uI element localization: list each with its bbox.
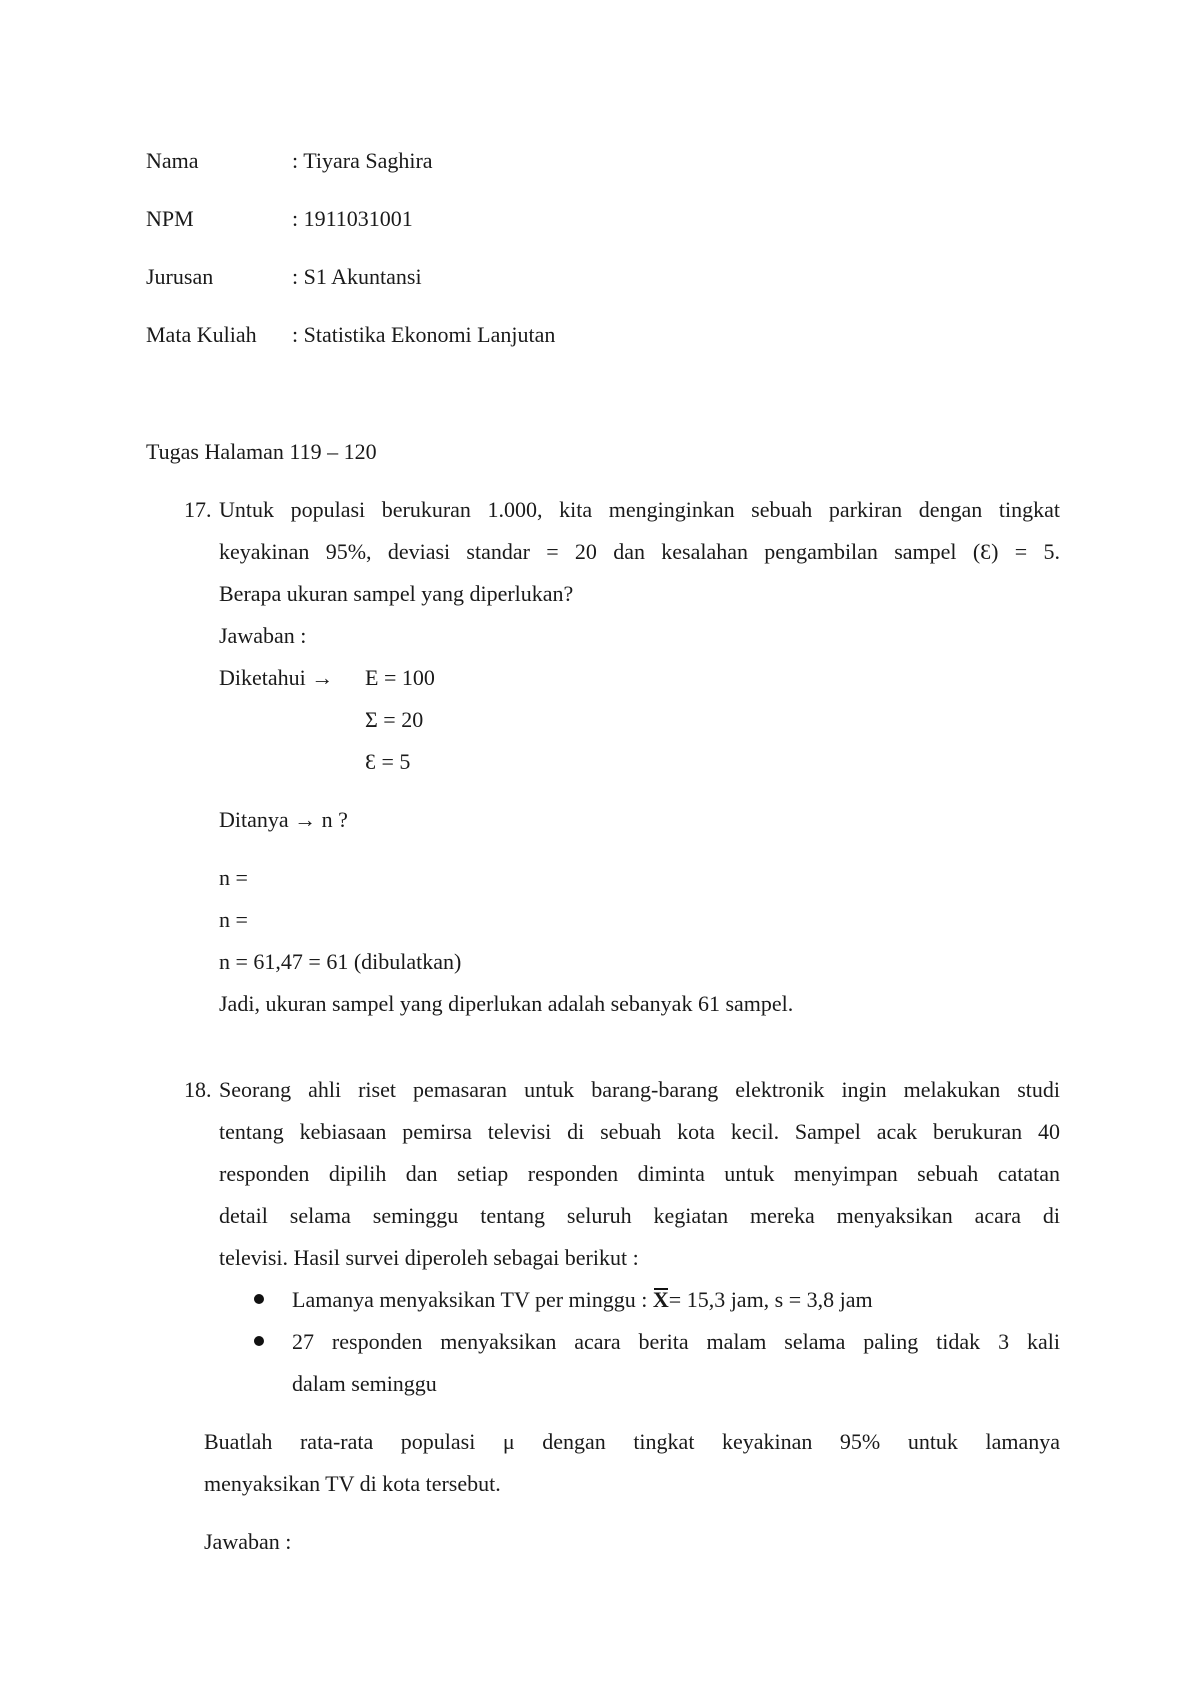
matkul-value: : Statistika Ekonomi Lanjutan xyxy=(292,322,556,347)
q17-jawaban: Jawaban : xyxy=(219,623,307,648)
q17-result: n = 61,47 = 61 (dibulatkan) xyxy=(219,949,462,974)
npm-value: : 1911031001 xyxy=(292,206,413,231)
nama-label: Nama xyxy=(146,148,199,173)
x-bar-symbol: X xyxy=(652,1287,669,1312)
nama-value: : Tiyara Saghira xyxy=(292,148,433,173)
q17-text-line-1: Untuk populasi berukuran 1.000, kita menginginkan sebuah parkiran dengan tingkat xyxy=(219,497,1060,522)
q17-given-e: E = 100 xyxy=(365,665,435,690)
q18-text-line-2: tentang kebiasaan pemirsa televisi di sebuah kota kecil. Sampel acak berukuran 40 xyxy=(219,1119,1060,1144)
jurusan-value: : S1 Akuntansi xyxy=(292,264,422,289)
task-title: Tugas Halaman 119 – 120 xyxy=(146,439,377,464)
q17-conclusion: Jadi, ukuran sampel yang diperlukan adalah sebanyak 61 sampel. xyxy=(219,991,794,1016)
q18-instruction-line-1: Buatlah rata-rata populasi μ dengan tingkat keyakinan 95% untuk lamanya xyxy=(204,1429,1060,1454)
q17-diketahui: Diketahui → xyxy=(219,665,334,690)
q18-bullet-1 xyxy=(292,1287,873,1313)
q18-bullet-1-post: = 15,3 jam, s = 3,8 jam xyxy=(668,1287,873,1312)
q18-text-line-3: responden dipilih dan setiap responden diminta untuk menyimpan sebuah catatan xyxy=(219,1161,1060,1186)
matkul-label: Mata Kuliah xyxy=(146,322,257,347)
q18-text-line-1: Seorang ahli riset pemasaran untuk barang-barang elektronik ingin melakukan studi xyxy=(219,1077,1060,1102)
q17-given-sigma: Σ = 20 xyxy=(365,707,424,732)
q17-text-line-3: Berapa ukuran sampel yang diperlukan? xyxy=(219,581,574,606)
q17-number: 17. xyxy=(184,497,212,522)
q17-formula-2: n = xyxy=(219,907,248,932)
q18-bullet-2-line-2: dalam seminggu xyxy=(292,1371,437,1396)
q17-text-line-2: keyakinan 95%, deviasi standar = 20 dan kesalahan pengambilan sampel (Ɛ) = 5. xyxy=(219,539,1060,564)
q17-ditanya: Ditanya → n ? xyxy=(219,807,348,832)
npm-label: NPM xyxy=(146,206,194,231)
q18-jawaban: Jawaban : xyxy=(204,1529,292,1554)
q18-number: 18. xyxy=(184,1077,212,1102)
q17-given-epsilon: Ɛ = 5 xyxy=(365,749,411,774)
q18-bullet-2-line-1: 27 responden menyaksikan acara berita malam selama paling tidak 3 kali xyxy=(292,1329,1060,1354)
q18-text-line-5: televisi. Hasil survei diperoleh sebagai berikut : xyxy=(219,1245,639,1270)
bullet-icon xyxy=(254,1336,264,1346)
q18-instruction-line-2: menyaksikan TV di kota tersebut. xyxy=(204,1471,501,1496)
bullet-icon xyxy=(254,1294,264,1304)
q18-text-line-4: detail selama seminggu tentang seluruh kegiatan mereka menyaksikan acara di xyxy=(219,1203,1060,1228)
q17-formula-1: n = xyxy=(219,865,248,890)
q18-bullet-1-pre: Lamanya menyaksikan TV per minggu : xyxy=(292,1287,648,1312)
jurusan-label: Jurusan xyxy=(146,264,214,289)
